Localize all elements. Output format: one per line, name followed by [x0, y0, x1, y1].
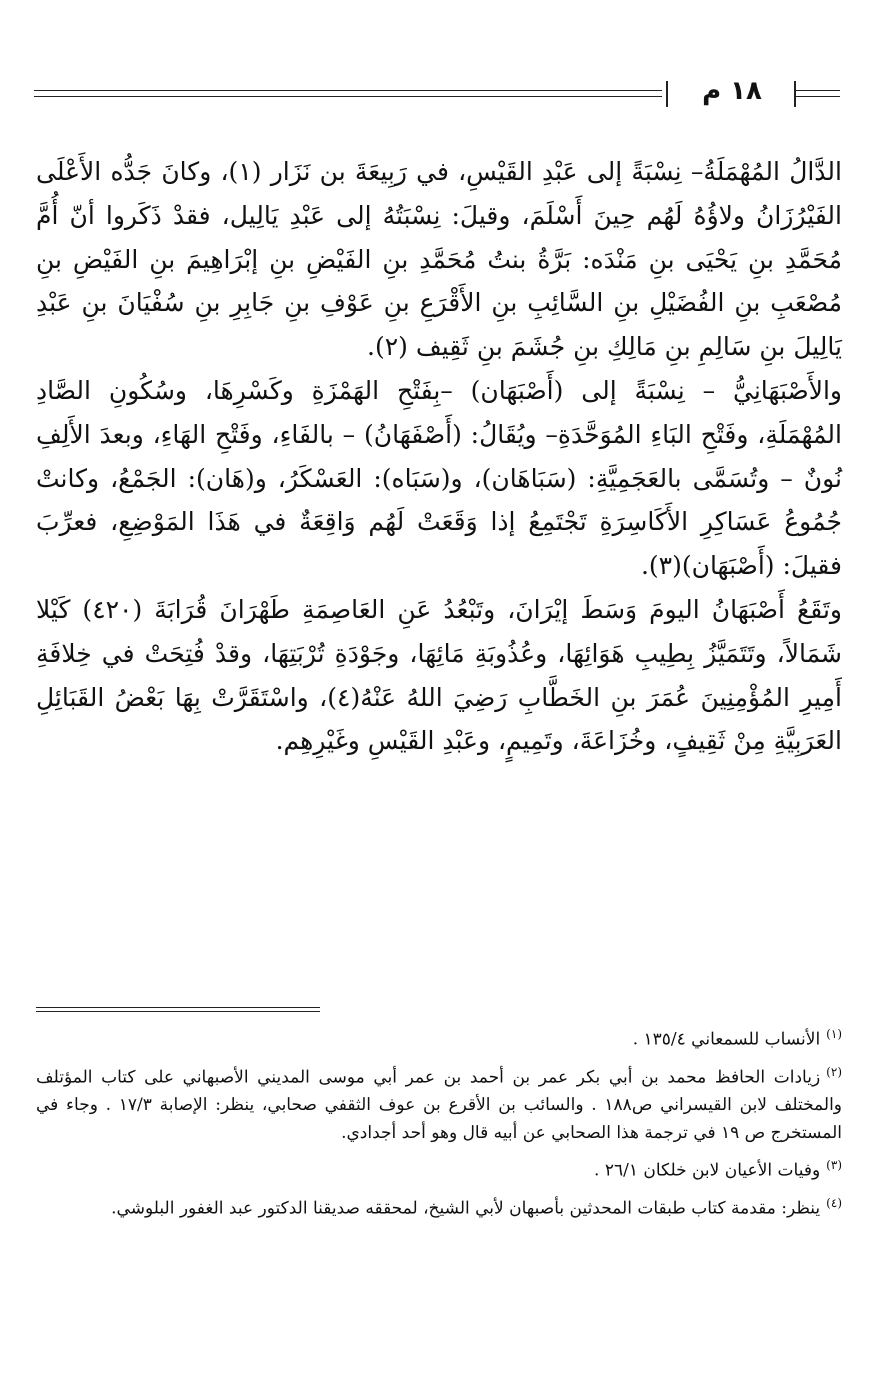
footnote-text: الأنساب للسمعاني ١٣٥/٤ .: [632, 1029, 821, 1050]
header-separator: [666, 81, 668, 107]
main-text: [36, 150, 842, 763]
footnote: [36, 1189, 842, 1223]
header-rule-left: [34, 90, 662, 97]
footnote: [36, 1020, 842, 1054]
footnote-mark: (٤): [826, 1195, 842, 1210]
footnote-mark: (٢): [826, 1064, 842, 1079]
footnote-text: وفيات الأعيان لابن خلكان ٢٦/١ .: [594, 1160, 821, 1181]
footnote-mark: (١): [826, 1027, 842, 1041]
footnote: [36, 1151, 842, 1185]
footnote-text: زيادات الحافظ محمد بن أبي بكر عمر بن أحمد بن عمر أبي موسى المديني الأصبهاني على كتاب المؤتلف والمختلف لابن القيسراني ص١٨٨ . والسائب بن الأقرع بن عوف الثقفي صحابي، ينظر: الإصابة ١٧/٣ . وجاء في المستخرج ص ١٩ في ترجمة هذا الصحابي عن أبيه قال وهو أحد أجدادي.: [36, 1067, 843, 1144]
paragraph: وتَقَعُ أَصْبَهَانُ اليومَ وَسَطَ إيْرَانَ، وتَبْعُدُ عَنِ العَاصِمَةِ طَهْرَانَ قُرَابَةَ (٤٢٠) كَيْلا شَمَالاً، وتَتَمَيَّزُ بِطِيبِ هَوَائِهَا، وعُذُوبَةِ مَائِهَا، وجَوْدَةِ تُرْبَتِهَا، وقدْ فُتِحَتْ في خِلافَةِ أَمِيرِ المُؤْمِنِينَ عُمَرَ بنِ الخَطَّابِ رَضِيَ اللهُ عَنْهُ(٤)، واسْتَقَرَّتْ بِهَا بَعْضُ القَبَائِلِ العَرَبِيَّةِ مِنْ ثَقِيفٍ، وخُزَاعَةَ، وتَمِيمٍ، وعَبْدِ القَيْسِ وغَيْرِهِم.: [36, 594, 842, 756]
running-header: [34, 78, 840, 118]
paragraph: الدَّالُ المُهْمَلَةُ– نِسْبَةً إلى عَبْدِ القَيْسِ، في رَبِيعَةَ بن نَزَار (١)، وكانَ جَدُّه الأَعْلَى الفَيْرُزَانُ ولاؤُهُ لَهُم حِينَ أَسْلَمَ، وقيلَ: نِسْبَتُهُ إلى عَبْدِ يَالِيل، فقدْ ذَكَروا أنّ أُمَّ مُحَمَّدِ بنِ يَحْيَى بنِ مَنْدَه: بَرَّةُ بنتُ مُحَمَّدِ بنِ الفَيْضِ بنِ إبْرَاهِيمَ بنِ الفَيْضِ بنِ مُصْعَبِ بنِ الفُضَيْلِ بنِ السَّائِبِ بنِ الأَقْرَعِ بنِ عَوْفِ بنِ جَابِرِ بنِ سُفْيَانَ بنِ عَبْدِ يَالِيلَ بنِ سَالِمِ بنِ مَالِكِ بنِ جُشَمَ بنِ ثَقِيف (٢).: [36, 157, 842, 362]
page-number: ١٨ م: [702, 76, 762, 106]
footnote-text: ينظر: مقدمة كتاب طبقات المحدثين بأصبهان لأبي الشيخ، لمحققه صديقنا الدكتور عبد الغفور البلوشي.: [111, 1198, 821, 1219]
paragraph: والأَصْبَهَانِيُّ – نِسْبَةً إلى (أَصْبَهَان) –بِفَتْحِ الهَمْزَةِ وكَسْرِهَا، وسُكُونِ الصَّادِ المُهْمَلَةِ، وفَتْحِ البَاءِ المُوَحَّدَةِ– ويُقَالُ: (أَصْفَهَانُ) – بالفَاءِ، وفَتْحِ الهَاءِ، وبعدَ الأَلِفِ نُونٌ – وتُسَمَّى بالعَجَمِيَّةِ: (سَبَاهَان)، و(سَبَاه): العَسْكَرُ، و(هَان): الجَمْعُ، وكانتْ جُمُوعُ عَسَاكِرِ الأَكَاسِرَةِ تَجْتَمِعُ إذا وَقَعَتْ لَهُم وَاقِعَةٌ في هَذَا المَوْضِعِ، فعرِّبَ فقيلَ: (أَصْبَهَان)(٣).: [36, 375, 842, 581]
footnote-separator: [36, 1007, 320, 1012]
footnotes: [36, 1020, 842, 1227]
header-rule-right: [796, 90, 840, 97]
footnote-mark: (٣): [826, 1158, 842, 1173]
footnote: [36, 1058, 842, 1148]
